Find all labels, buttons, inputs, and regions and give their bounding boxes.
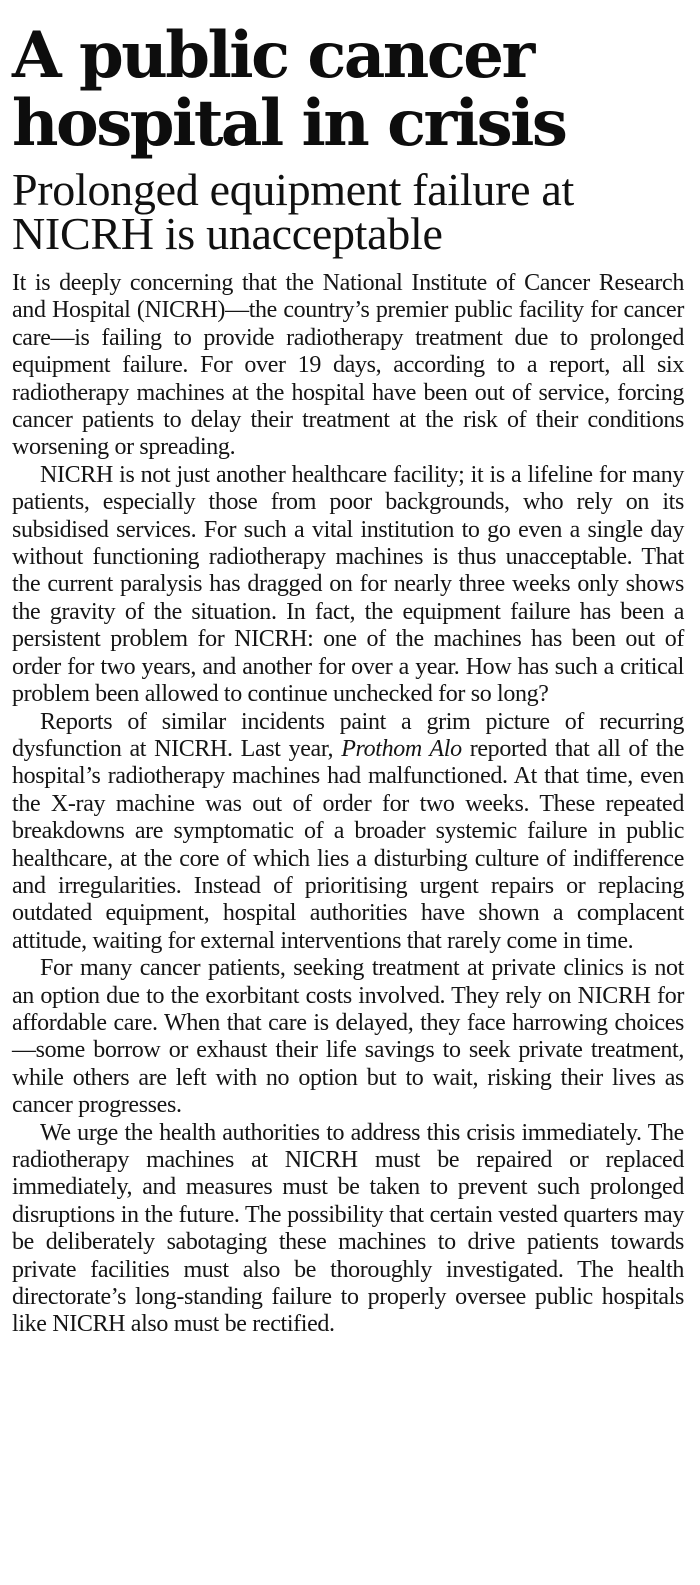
- article-body: [12, 270, 684, 1339]
- paragraph-3-text-before: Reports of similar incidents paint a grim picture of recurring dysfunction at NICRH. Last year,: [12, 708, 684, 762]
- paragraph-3: [12, 709, 684, 956]
- paragraph-3-text-after: reported that all of the hospital’s radiotherapy machines had malfunctioned. At that time, even the X-ray machine was out of order for two weeks. These repeated breakdowns are symptomatic of a broader systemic failure in public healthcare, at the core of which lies a disturbing culture of indifference and irregularities. Instead of prioritising urgent repairs or replacing outdated equipment, hospital authorities have shown a complacent attitude, waiting for external interventions that rarely come in time.: [12, 735, 684, 954]
- headline: A public cancer hospital in crisis: [12, 18, 566, 161]
- paragraph-5: We urge the health authorities to address this crisis immediately. The radiotherapy machines at NICRH must be repaired or replaced immediately, and measures must be taken to prevent such prolonged disruptions in the future. The possibility that certain vested quarters may be deliberately sabotaging these machines to drive patients towards private facilities must also be thoroughly investigated. The health directorate’s long-standing failure to properly oversee public hospitals like NICRH also must be rectified.: [12, 1119, 684, 1338]
- paragraph-2: NICRH is not just another healthcare facility; it is a lifeline for many patients, especially those from poor backgrounds, who rely on its subsidised services. For such a vital institution to go even a single day without functioning radiotherapy machines is thus unacceptable. That the current paralysis has dragged on for nearly three weeks only shows the gravity of the situation. In fact, the equipment failure has been a persistent problem for NICRH: one of the machines has been out of order for two years, and another for over a year. How has such a critical problem been allowed to continue unchecked for so long?: [12, 461, 684, 708]
- paragraph-4: For many cancer patients, seeking treatment at private clinics is not an option due to the exorbitant costs involved. They rely on NICRH for affordable care. When that care is delayed, they face harrowing choices—some borrow or exhaust their life savings to seek private treatment, while others are left with no option but to wait, risking their lives as cancer progresses.: [12, 955, 684, 1119]
- paragraph-1: It is deeply concerning that the National Institute of Cancer Research and Hospital (NICRH)—the country’s premier public facility for cancer care—is failing to provide radiotherapy treatment due to prolonged equipment failure. For over 19 days, according to a report, all six radiotherapy machines at the hospital have been out of service, forcing cancer patients to delay their treatment at the risk of their conditions worsening or spreading.: [12, 270, 684, 461]
- subheadline: Prolonged equipment failure at NICRH is unacceptable: [12, 164, 575, 259]
- publication-name: Prothom Alo: [341, 735, 462, 762]
